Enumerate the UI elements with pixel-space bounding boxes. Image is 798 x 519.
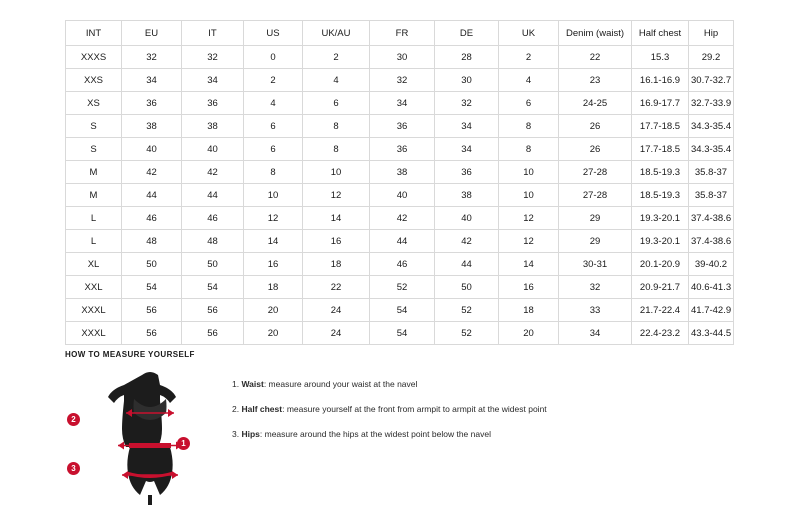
table-cell: 56 bbox=[182, 322, 244, 345]
table-cell: 14 bbox=[499, 253, 559, 276]
column-header-eu: EU bbox=[122, 21, 182, 46]
column-header-de: DE bbox=[435, 21, 499, 46]
table-cell: 14 bbox=[303, 207, 370, 230]
table-cell: 40 bbox=[122, 138, 182, 161]
table-cell: 42 bbox=[182, 161, 244, 184]
table-cell: 29.2 bbox=[689, 46, 734, 69]
table-cell: 8 bbox=[244, 161, 303, 184]
table-cell: L bbox=[66, 230, 122, 253]
table-cell: 17.7-18.5 bbox=[632, 138, 689, 161]
marker-waist: 1 bbox=[177, 437, 190, 450]
how-to-measure-section bbox=[65, 350, 733, 509]
table-cell: 40 bbox=[370, 184, 435, 207]
table-cell: 20 bbox=[244, 322, 303, 345]
table-cell: 20 bbox=[499, 322, 559, 345]
table-cell: 52 bbox=[435, 322, 499, 345]
table-cell: XXXL bbox=[66, 322, 122, 345]
table-cell: 26 bbox=[559, 138, 632, 161]
table-row bbox=[66, 138, 734, 161]
table-cell: 50 bbox=[435, 276, 499, 299]
table-cell: 28 bbox=[435, 46, 499, 69]
table-cell: 6 bbox=[499, 92, 559, 115]
table-cell: 22 bbox=[559, 46, 632, 69]
table-cell: 48 bbox=[122, 230, 182, 253]
table-cell: 10 bbox=[244, 184, 303, 207]
table-cell: 19.3-20.1 bbox=[632, 230, 689, 253]
table-cell: 36 bbox=[370, 138, 435, 161]
table-cell: 40 bbox=[435, 207, 499, 230]
table-cell: 30-31 bbox=[559, 253, 632, 276]
column-header-denim-waist: Denim (waist) bbox=[559, 21, 632, 46]
table-cell: 30.7-32.7 bbox=[689, 69, 734, 92]
table-cell: 36 bbox=[122, 92, 182, 115]
column-header-uk-au: UK/AU bbox=[303, 21, 370, 46]
table-cell: 18 bbox=[244, 276, 303, 299]
marker-half-chest: 2 bbox=[67, 413, 80, 426]
table-cell: 22 bbox=[303, 276, 370, 299]
instruction-term: Hips bbox=[241, 429, 260, 440]
column-header-hip: Hip bbox=[689, 21, 734, 46]
column-header-fr: FR bbox=[370, 21, 435, 46]
table-cell: 2 bbox=[244, 69, 303, 92]
instruction-text: : measure around the hips at the widest point below the navel bbox=[259, 429, 491, 440]
table-row bbox=[66, 69, 734, 92]
table-cell: 32.7-33.9 bbox=[689, 92, 734, 115]
table-cell: 10 bbox=[499, 161, 559, 184]
column-header-int: INT bbox=[66, 21, 122, 46]
table-cell: 56 bbox=[122, 322, 182, 345]
table-row bbox=[66, 92, 734, 115]
table-cell: 19.3-20.1 bbox=[632, 207, 689, 230]
table-cell: 20.9-21.7 bbox=[632, 276, 689, 299]
table-cell: 52 bbox=[435, 299, 499, 322]
table-cell: 2 bbox=[499, 46, 559, 69]
table-cell: 34.3-35.4 bbox=[689, 138, 734, 161]
table-cell: S bbox=[66, 115, 122, 138]
table-cell: 43.3-44.5 bbox=[689, 322, 734, 345]
instruction-text: : measure around your waist at the navel bbox=[263, 379, 418, 389]
table-cell: 34.3-35.4 bbox=[689, 115, 734, 138]
table-cell: 56 bbox=[122, 299, 182, 322]
table-cell: 30 bbox=[435, 69, 499, 92]
table-cell: 2 bbox=[303, 46, 370, 69]
table-cell: 18 bbox=[499, 299, 559, 322]
table-cell: 6 bbox=[244, 138, 303, 161]
table-row bbox=[66, 184, 734, 207]
measure-instruction-half-chest bbox=[232, 404, 733, 414]
measure-instruction-waist bbox=[232, 379, 733, 389]
table-cell: 34 bbox=[182, 69, 244, 92]
table-cell: 16 bbox=[499, 276, 559, 299]
table-cell: 24-25 bbox=[559, 92, 632, 115]
table-cell: XXXS bbox=[66, 46, 122, 69]
table-cell: 54 bbox=[122, 276, 182, 299]
table-cell: 8 bbox=[499, 115, 559, 138]
table-cell: L bbox=[66, 207, 122, 230]
table-cell: 22.4-23.2 bbox=[632, 322, 689, 345]
table-cell: 34 bbox=[370, 92, 435, 115]
table-row bbox=[66, 322, 734, 345]
table-header-row bbox=[66, 21, 734, 46]
table-cell: 52 bbox=[370, 276, 435, 299]
table-cell: 20.1-20.9 bbox=[632, 253, 689, 276]
table-cell: 54 bbox=[182, 276, 244, 299]
table-cell: 8 bbox=[303, 138, 370, 161]
table-cell: 29 bbox=[559, 207, 632, 230]
table-row bbox=[66, 115, 734, 138]
table-header bbox=[66, 21, 734, 46]
table-cell: 6 bbox=[303, 92, 370, 115]
instruction-number: 2. bbox=[232, 404, 240, 415]
instruction-text: : measure yourself at the front from armpit to armpit at the widest point bbox=[282, 404, 547, 415]
table-cell: XL bbox=[66, 253, 122, 276]
instruction-number: 1. bbox=[232, 379, 240, 389]
table-cell: 40 bbox=[182, 138, 244, 161]
table-cell: S bbox=[66, 138, 122, 161]
table-cell: 37.4-38.6 bbox=[689, 230, 734, 253]
table-cell: 24 bbox=[303, 322, 370, 345]
table-cell: XXXL bbox=[66, 299, 122, 322]
table-cell: 32 bbox=[435, 92, 499, 115]
table-cell: XXS bbox=[66, 69, 122, 92]
table-cell: 18.5-19.3 bbox=[632, 184, 689, 207]
table-cell: 39-40.2 bbox=[689, 253, 734, 276]
table-cell: 40.6-41.3 bbox=[689, 276, 734, 299]
table-cell: 34 bbox=[122, 69, 182, 92]
measure-instruction-hips bbox=[232, 429, 733, 439]
table-cell: 38 bbox=[370, 161, 435, 184]
table-cell: 16 bbox=[244, 253, 303, 276]
table-row bbox=[66, 276, 734, 299]
table-cell: 37.4-38.6 bbox=[689, 207, 734, 230]
table-cell: 4 bbox=[303, 69, 370, 92]
table-cell: 36 bbox=[435, 161, 499, 184]
table-cell: 27-28 bbox=[559, 184, 632, 207]
table-cell: 21.7-22.4 bbox=[632, 299, 689, 322]
table-cell: 30 bbox=[370, 46, 435, 69]
table-cell: 46 bbox=[122, 207, 182, 230]
table-cell: 18.5-19.3 bbox=[632, 161, 689, 184]
table-cell: 12 bbox=[244, 207, 303, 230]
table-cell: XS bbox=[66, 92, 122, 115]
table-cell: 46 bbox=[182, 207, 244, 230]
table-cell: 50 bbox=[122, 253, 182, 276]
table-cell: 44 bbox=[182, 184, 244, 207]
table-cell: 12 bbox=[303, 184, 370, 207]
table-cell: 32 bbox=[182, 46, 244, 69]
mannequin-illustration bbox=[71, 369, 210, 509]
table-cell: 15.3 bbox=[632, 46, 689, 69]
table-cell: 4 bbox=[499, 69, 559, 92]
table-row bbox=[66, 207, 734, 230]
column-header-it: IT bbox=[182, 21, 244, 46]
instruction-number: 3. bbox=[232, 429, 240, 440]
instruction-term: Waist bbox=[241, 379, 264, 389]
table-cell: 54 bbox=[370, 299, 435, 322]
table-cell: 0 bbox=[244, 46, 303, 69]
table-row bbox=[66, 253, 734, 276]
how-to-measure-body bbox=[65, 369, 733, 509]
table-cell: 42 bbox=[370, 207, 435, 230]
table-cell: 41.7-42.9 bbox=[689, 299, 734, 322]
table-cell: 36 bbox=[182, 92, 244, 115]
table-cell: XXL bbox=[66, 276, 122, 299]
table-cell: M bbox=[66, 184, 122, 207]
table-row bbox=[66, 230, 734, 253]
marker-hips: 3 bbox=[67, 462, 80, 475]
table-cell: 34 bbox=[559, 322, 632, 345]
table-cell: 10 bbox=[303, 161, 370, 184]
column-header-uk: UK bbox=[499, 21, 559, 46]
table-cell: 26 bbox=[559, 115, 632, 138]
table-cell: 32 bbox=[370, 69, 435, 92]
table-cell: 4 bbox=[244, 92, 303, 115]
table-cell: 56 bbox=[182, 299, 244, 322]
table-cell: 44 bbox=[435, 253, 499, 276]
table-cell: 32 bbox=[122, 46, 182, 69]
table-cell: 35.8-37 bbox=[689, 184, 734, 207]
table-cell: 16.1-16.9 bbox=[632, 69, 689, 92]
table-cell: 20 bbox=[244, 299, 303, 322]
table-cell: 42 bbox=[435, 230, 499, 253]
column-header-us: US bbox=[244, 21, 303, 46]
table-cell: 8 bbox=[303, 115, 370, 138]
table-cell: 18 bbox=[303, 253, 370, 276]
table-cell: 32 bbox=[559, 276, 632, 299]
table-cell: 16 bbox=[303, 230, 370, 253]
table-cell: 23 bbox=[559, 69, 632, 92]
column-header-half-chest: Half chest bbox=[632, 21, 689, 46]
table-cell: 38 bbox=[182, 115, 244, 138]
table-cell: 6 bbox=[244, 115, 303, 138]
table-cell: 12 bbox=[499, 207, 559, 230]
table-cell: 48 bbox=[182, 230, 244, 253]
table-cell: 34 bbox=[435, 138, 499, 161]
table-cell: 17.7-18.5 bbox=[632, 115, 689, 138]
table-cell: 16.9-17.7 bbox=[632, 92, 689, 115]
mannequin-figure-icon bbox=[90, 369, 210, 509]
table-cell: M bbox=[66, 161, 122, 184]
table-cell: 27-28 bbox=[559, 161, 632, 184]
table-cell: 33 bbox=[559, 299, 632, 322]
table-cell: 38 bbox=[122, 115, 182, 138]
size-chart-container bbox=[65, 20, 733, 345]
table-cell: 12 bbox=[499, 230, 559, 253]
how-to-measure-title: HOW TO MEASURE YOURSELF bbox=[65, 350, 195, 359]
table-cell: 46 bbox=[370, 253, 435, 276]
measure-instructions bbox=[232, 379, 733, 455]
size-chart-table bbox=[65, 20, 734, 345]
table-row bbox=[66, 161, 734, 184]
table-cell: 36 bbox=[370, 115, 435, 138]
table-cell: 29 bbox=[559, 230, 632, 253]
table-row bbox=[66, 46, 734, 69]
table-cell: 35.8-37 bbox=[689, 161, 734, 184]
table-cell: 42 bbox=[122, 161, 182, 184]
table-cell: 50 bbox=[182, 253, 244, 276]
table-cell: 10 bbox=[499, 184, 559, 207]
table-cell: 34 bbox=[435, 115, 499, 138]
table-cell: 44 bbox=[122, 184, 182, 207]
table-cell: 8 bbox=[499, 138, 559, 161]
table-cell: 54 bbox=[370, 322, 435, 345]
table-cell: 14 bbox=[244, 230, 303, 253]
table-cell: 24 bbox=[303, 299, 370, 322]
table-cell: 38 bbox=[435, 184, 499, 207]
table-body bbox=[66, 46, 734, 345]
table-row bbox=[66, 299, 734, 322]
table-cell: 44 bbox=[370, 230, 435, 253]
instruction-term: Half chest bbox=[241, 404, 283, 415]
